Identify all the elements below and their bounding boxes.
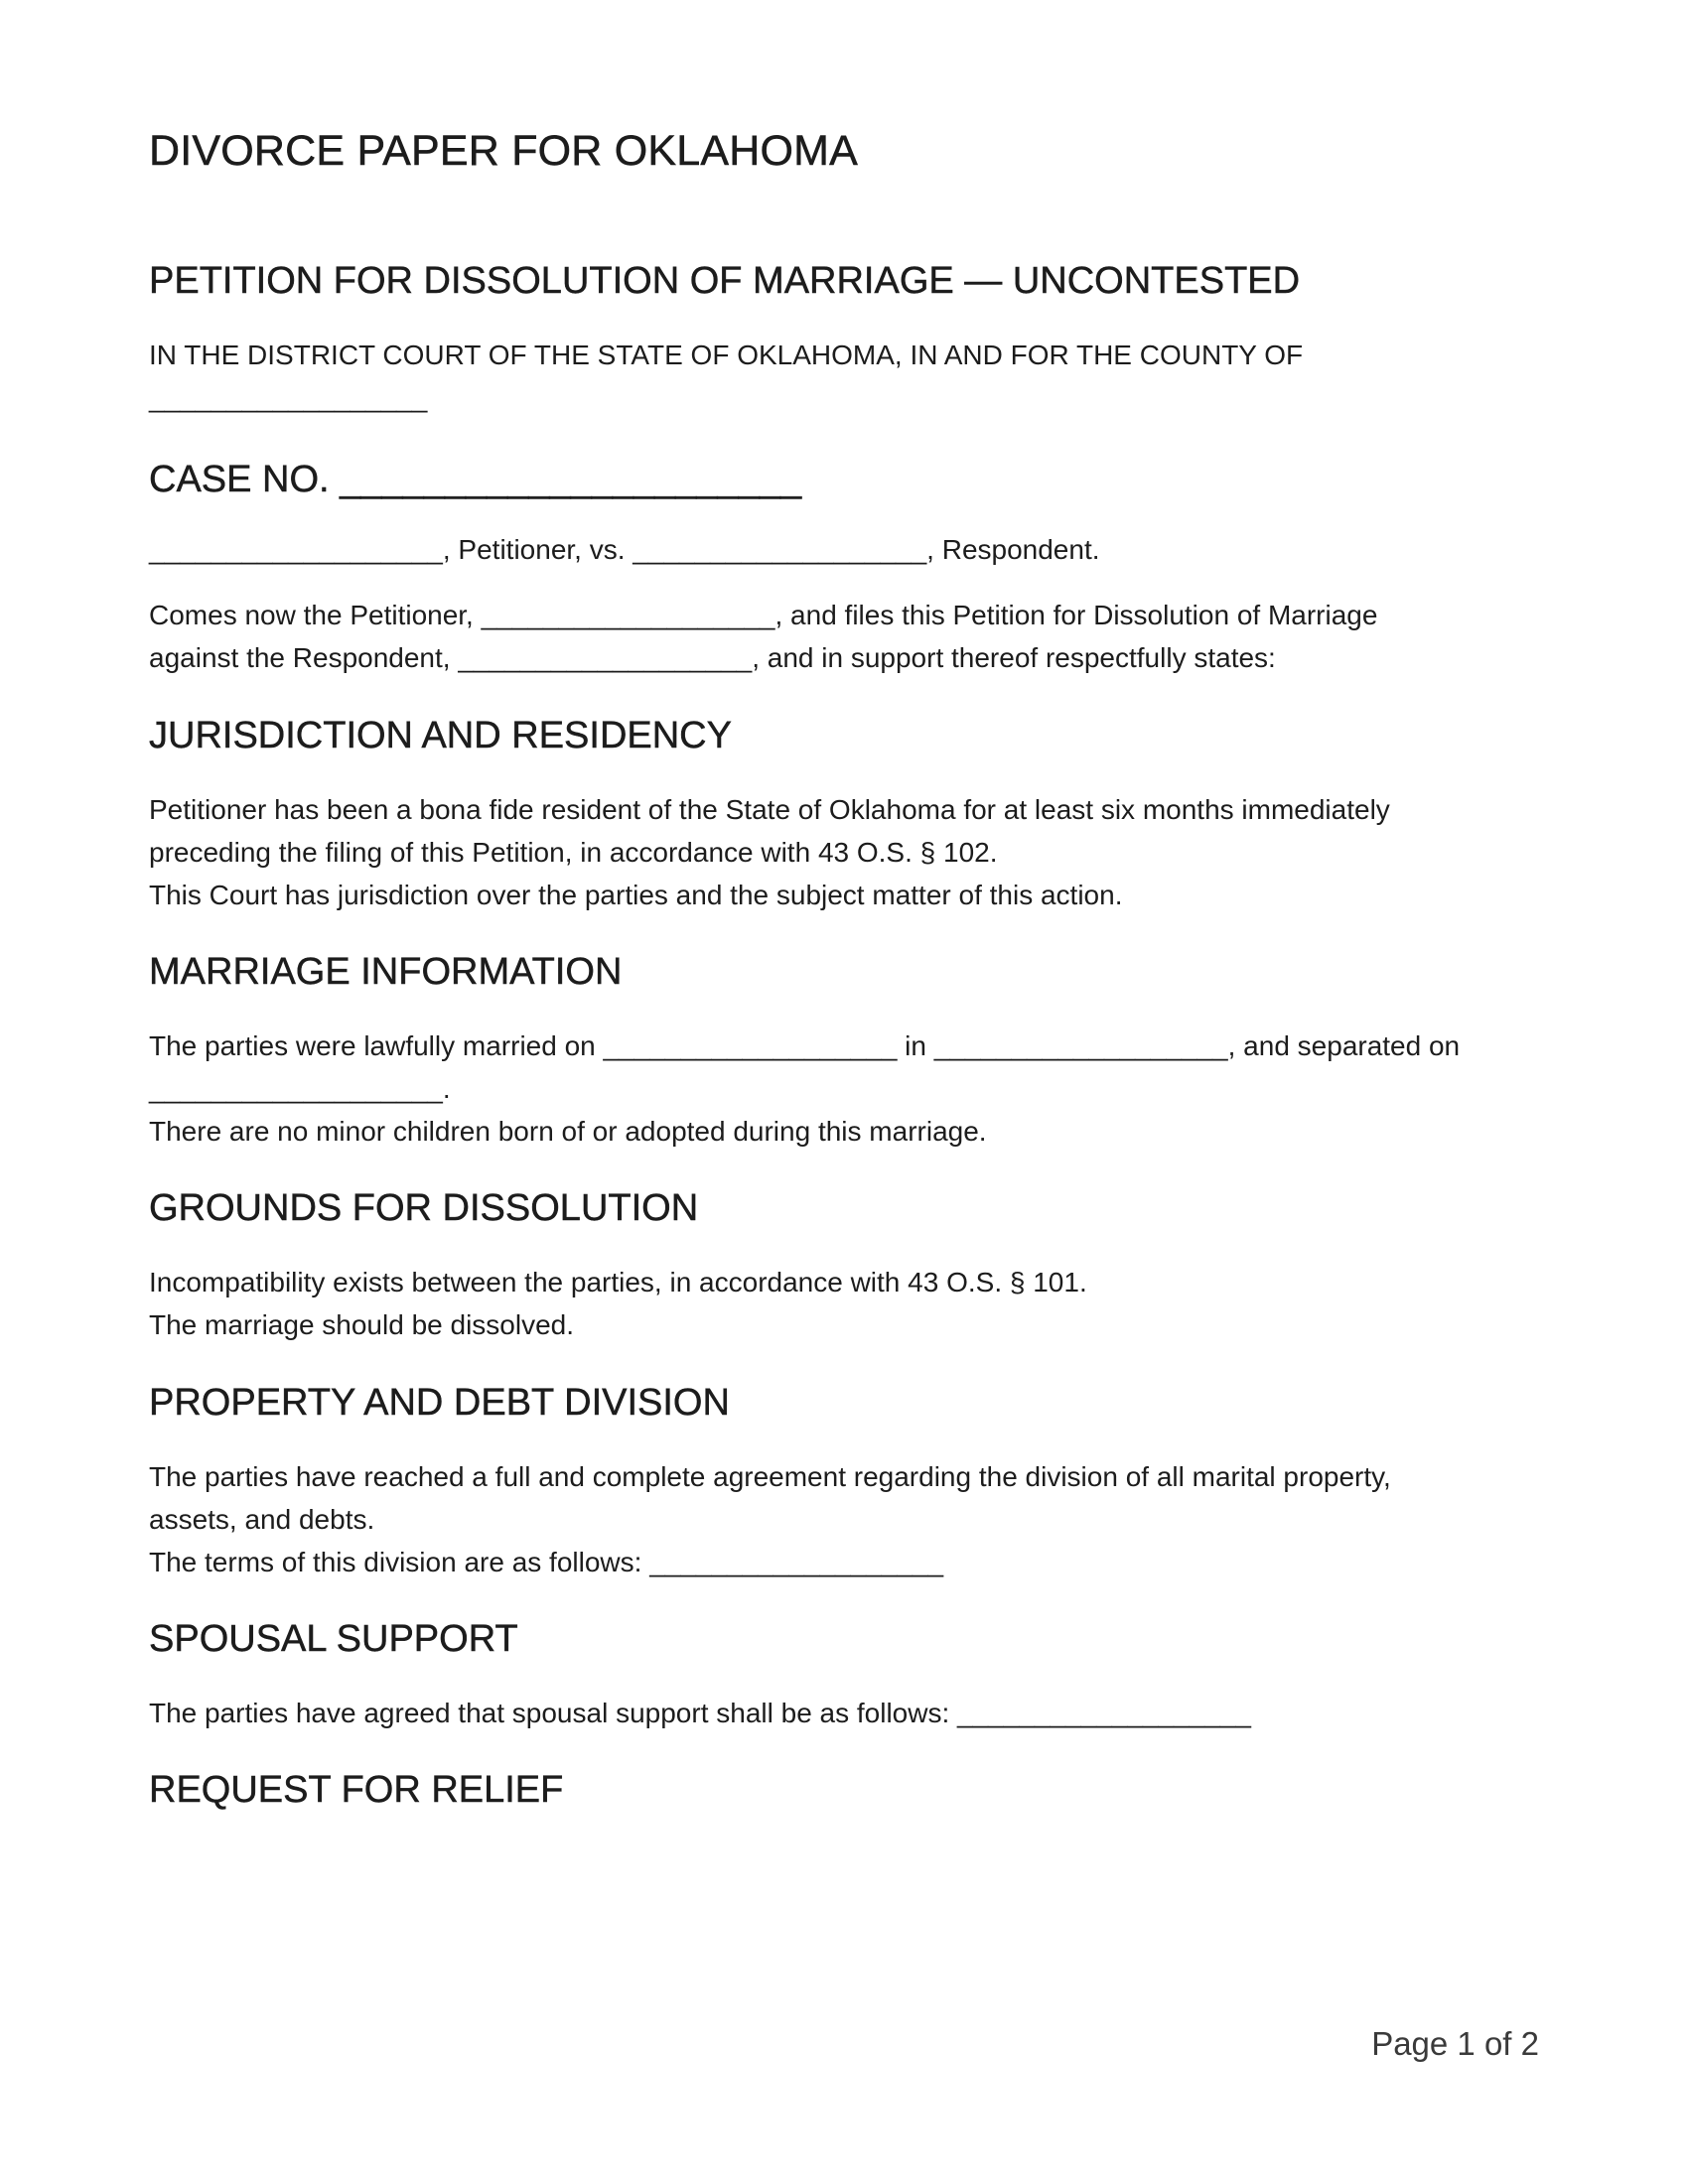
jurisdiction-line-1: Petitioner has been a bona fide resident of the State of Oklahoma for at least six months immediately [149,794,1390,825]
grounds-line-2: The marriage should be dissolved. [149,1309,575,1340]
intro-paragraph [149,594,1539,679]
intro-line-1: Comes now the Petitioner, ___________________, and files this Petition for Dissolution of Marriage [149,600,1378,630]
section-heading-marriage: MARRIAGE INFORMATION [149,951,623,993]
marriage-line-2: ___________________. [149,1073,451,1104]
county-blank: __________________ [149,382,428,413]
property-line-3: The terms of this division are as follows: ___________________ [149,1547,944,1577]
petition-heading: PETITION FOR DISSOLUTION OF MARRIAGE — UNCONTESTED [149,260,1301,302]
support-paragraph [149,1692,1539,1734]
section-heading-relief: REQUEST FOR RELIEF [149,1769,564,1811]
section-heading-jurisdiction: JURISDICTION AND RESIDENCY [149,715,732,756]
marriage-line-3: There are no minor children born of or adopted during this marriage. [149,1116,987,1147]
jurisdiction-line-3: This Court has jurisdiction over the parties and the subject matter of this action. [149,880,1123,910]
grounds-line-1: Incompatibility exists between the parties, in accordance with 43 O.S. § 101. [149,1267,1087,1297]
section-heading-support: SPOUSAL SUPPORT [149,1618,518,1660]
marriage-line-1: The parties were lawfully married on ___________________ in ___________________, and separated on [149,1030,1461,1061]
intro-line-2: against the Respondent, ___________________, and in support thereof respectfully states: [149,642,1276,673]
court-caption-line-1: IN THE DISTRICT COURT OF THE STATE OF OKLAHOMA, IN AND FOR THE COUNTY OF [149,340,1304,370]
case-number: CASE NO. ______________________ [149,459,802,500]
jurisdiction-line-2: preceding the filing of this Petition, in accordance with 43 O.S. § 102. [149,837,998,868]
property-line-1: The parties have reached a full and complete agreement regarding the division of all marital property, [149,1461,1391,1492]
property-paragraph [149,1455,1539,1583]
court-caption [149,334,1539,419]
document-page [149,0,1539,2184]
parties-text: ___________________, Petitioner, vs. ___________________, Respondent. [149,534,1100,565]
property-line-2: assets, and debts. [149,1504,375,1535]
jurisdiction-paragraph [149,788,1539,916]
section-heading-grounds: GROUNDS FOR DISSOLUTION [149,1187,699,1229]
parties-line [149,528,1539,571]
document-title: DIVORCE PAPER FOR OKLAHOMA [149,127,859,175]
page-number: Page 1 of 2 [1371,2025,1539,2062]
grounds-paragraph [149,1261,1539,1346]
marriage-paragraph [149,1024,1539,1153]
support-line-1: The parties have agreed that spousal support shall be as follows: ___________________ [149,1698,1251,1728]
section-heading-property: PROPERTY AND DEBT DIVISION [149,1382,730,1424]
